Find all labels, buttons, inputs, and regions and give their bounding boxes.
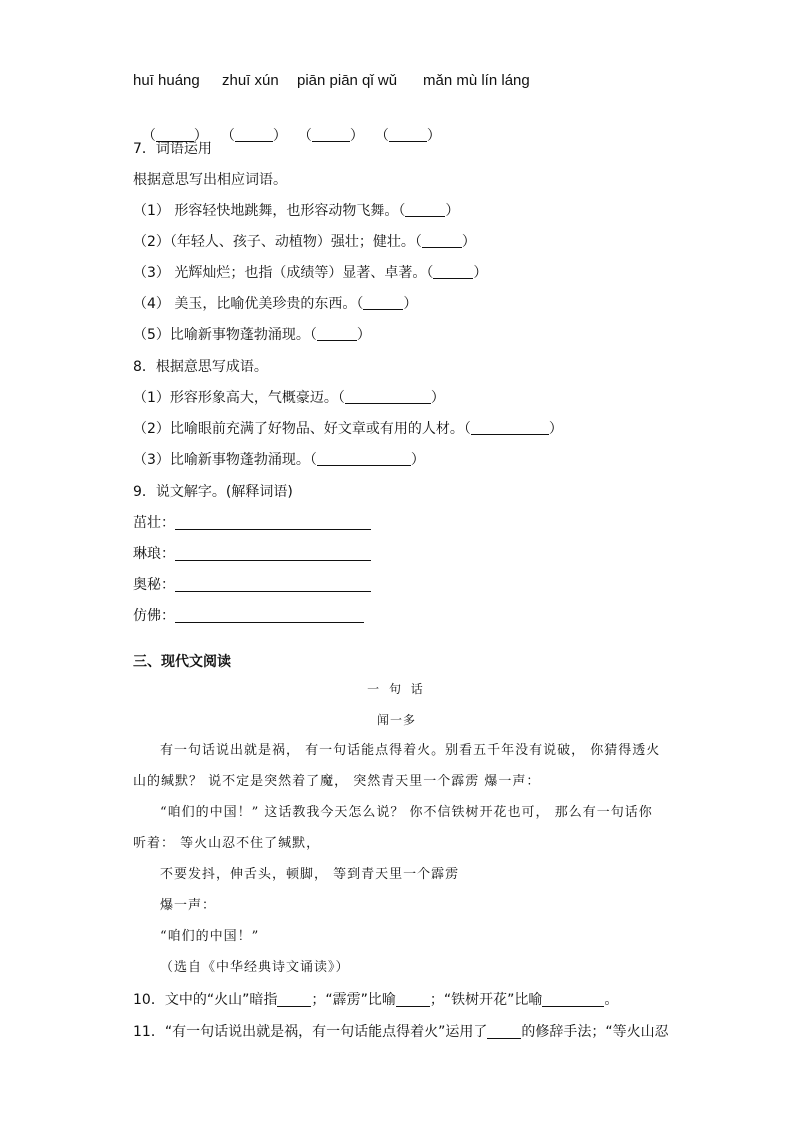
- poem-title: 一 句 话: [367, 682, 426, 696]
- q9-word: 茁壮：: [133, 515, 175, 531]
- poem-author: 闻一多: [376, 713, 416, 727]
- section-heading: 三、现代文阅读: [133, 654, 231, 670]
- q7-item-text: （4） 美玉，比喻优美珍贵的东西。（: [133, 296, 364, 312]
- q8-item-text: （1）形容形象高大，气概豪迈。（: [133, 390, 345, 406]
- poem-line: 听着： 等火山忍不住了缄默，: [133, 836, 321, 851]
- paren-open: （: [374, 128, 389, 144]
- paren-close: ）: [430, 390, 445, 406]
- q8-item-1: [133, 388, 445, 408]
- q8-item-text: （2）比喻眼前充满了好物品、好文章或有用的人材。（: [133, 421, 471, 437]
- answer-line[interactable]: [175, 591, 371, 592]
- paren-close: ）: [426, 128, 441, 144]
- paren-close: ）: [473, 265, 488, 281]
- q7-item-text: （3） 光辉灿烂；也指（成绩等）显著、卓著。（: [133, 265, 434, 281]
- q11-text: 11．“有一句话说出就是祸，有一句话能点得着火”运用了: [133, 1024, 488, 1040]
- q8-item-2: [133, 419, 563, 439]
- answer-blank[interactable]: [317, 326, 357, 341]
- answer-blank[interactable]: [312, 127, 350, 142]
- q7-item-1: [133, 201, 459, 221]
- q8-title: 8．根据意思写成语。: [133, 359, 268, 375]
- pinyin-3: piān piān qǐ wǔ: [297, 72, 398, 89]
- q7-item-text: （1） 形容轻快地跳舞，也形容动物飞舞。（: [133, 203, 406, 219]
- answer-blank[interactable]: [389, 127, 427, 142]
- answer-line[interactable]: [175, 529, 371, 530]
- paren-close: ）: [403, 296, 418, 312]
- answer-blank[interactable]: [487, 1024, 521, 1039]
- q9-row-2: [133, 544, 175, 564]
- paren-close: ）: [272, 128, 287, 144]
- q7-item-2: [133, 232, 476, 252]
- paren-close: ）: [349, 128, 364, 144]
- q10-text: ；“霹雳”比喻: [311, 992, 396, 1008]
- poem-line: 爆一声：: [160, 898, 217, 913]
- paren-close: ）: [548, 421, 563, 437]
- q9-row-4: [133, 606, 175, 626]
- q7-instruction: 根据意思写出相应词语。: [133, 172, 287, 188]
- answer-blank[interactable]: [471, 420, 549, 435]
- q7-item-text: （5）比喻新事物蓬勃涌现。（: [133, 327, 317, 343]
- pinyin-4: mǎn mù lín láng: [423, 72, 530, 89]
- q7-item-5: [133, 325, 371, 345]
- answer-blank[interactable]: [396, 992, 430, 1007]
- q9-row-3: [133, 575, 175, 595]
- paren-close: ）: [461, 234, 476, 250]
- paren-open: （: [220, 128, 235, 144]
- answer-line[interactable]: [175, 560, 371, 561]
- poem-line: “咱们的中国！”: [160, 929, 260, 944]
- q7-item-3: [133, 263, 487, 283]
- paren-open: （: [141, 128, 156, 144]
- pinyin-answer-4[interactable]: [366, 106, 441, 146]
- paren-close: ）: [410, 452, 425, 468]
- answer-blank[interactable]: [542, 992, 604, 1007]
- poem-line: 不要发抖，伸舌头，顿脚， 等到青天里一个霹雳: [160, 867, 460, 882]
- answer-blank[interactable]: [433, 264, 473, 279]
- answer-blank[interactable]: [317, 451, 411, 466]
- q9-word: 琳琅：: [133, 546, 175, 562]
- q10: [133, 990, 618, 1010]
- q11-text: 的修辞手法；“等火山忍: [521, 1024, 669, 1040]
- answer-blank[interactable]: [277, 992, 311, 1007]
- poem-line: 山的缄默？ 说不定是突然着了魔， 突然青天里一个霹雳 爆一声：: [133, 774, 541, 789]
- poem-line: 有一句话说出就是祸， 有一句话能点得着火。别看五千年没有说破， 你猜得透火: [160, 743, 661, 758]
- answer-blank[interactable]: [422, 233, 462, 248]
- q7-title: 7．词语运用: [133, 141, 212, 157]
- poem-source: （选自《中华经典诗文诵读》）: [160, 960, 350, 975]
- q9-word: 仿佛：: [133, 608, 175, 624]
- q11: [133, 1022, 669, 1042]
- pinyin-2: zhuī xún: [222, 72, 279, 89]
- answer-blank[interactable]: [235, 127, 273, 142]
- paren-open: （: [297, 128, 312, 144]
- q9-title: 9．说文解字。(解释词语): [133, 484, 293, 500]
- pinyin-answer-3[interactable]: [289, 106, 364, 146]
- paren-close: ）: [193, 128, 208, 144]
- q10-text: 10．文中的“火山”暗指: [133, 992, 278, 1008]
- answer-blank[interactable]: [363, 295, 403, 310]
- poem-line: “咱们的中国！” 这话教我今天怎么说？ 你不信铁树开花也可， 那么有一句话你: [160, 805, 653, 820]
- q10-text: 。: [604, 992, 619, 1008]
- q7-item-text: （2）（年轻人、孩子、动植物）强壮；健壮。（: [133, 234, 422, 250]
- q8-item-3: [133, 450, 425, 470]
- paren-close: ）: [356, 327, 371, 343]
- q9-row-1: [133, 513, 175, 533]
- paren-close: ）: [445, 203, 460, 219]
- q10-text: ；“铁树开花”比喻: [429, 992, 543, 1008]
- q9-word: 奥秘：: [133, 577, 175, 593]
- answer-blank[interactable]: [405, 202, 445, 217]
- answer-line[interactable]: [175, 622, 364, 623]
- q8-item-text: （3）比喻新事物蓬勃涌现。（: [133, 452, 317, 468]
- pinyin-1: huī huáng: [133, 72, 200, 89]
- answer-blank[interactable]: [345, 389, 431, 404]
- q7-item-4: [133, 294, 417, 314]
- pinyin-answer-2[interactable]: [212, 106, 287, 146]
